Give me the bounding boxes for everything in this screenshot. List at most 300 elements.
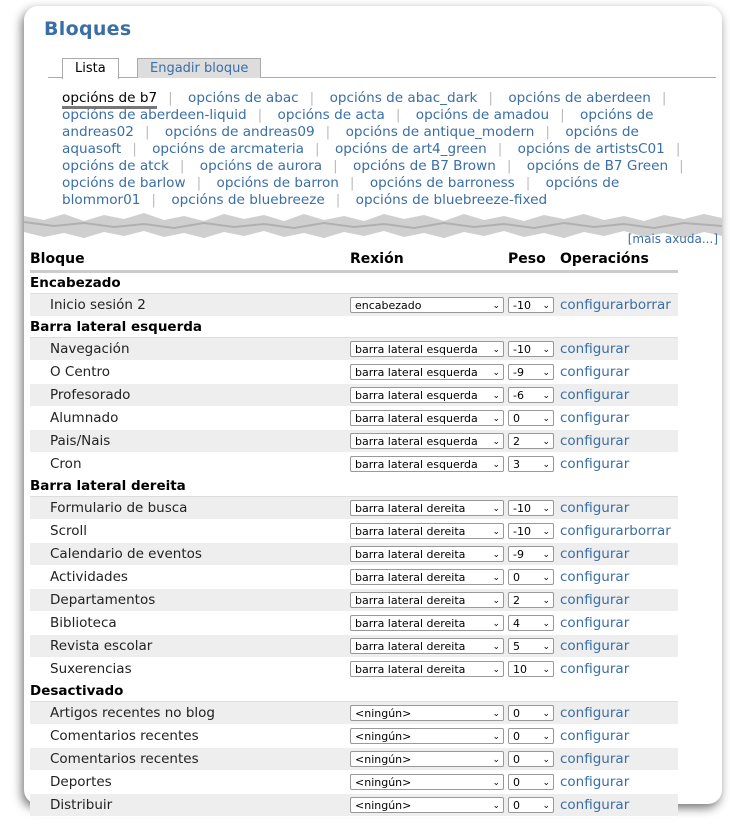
chevron-down-icon: ⌄ bbox=[542, 301, 550, 311]
link-separator: | bbox=[151, 192, 157, 208]
operations-cell bbox=[560, 520, 678, 543]
configure-link[interactable]: configurar bbox=[560, 546, 630, 562]
weight-select-value: -10 bbox=[513, 299, 531, 312]
operations-cell bbox=[560, 453, 678, 476]
theme-link[interactable]: opcións de acta bbox=[277, 107, 385, 123]
weight-select-value: -10 bbox=[513, 525, 531, 538]
operations-cell bbox=[560, 543, 678, 566]
weight-select[interactable] bbox=[508, 569, 554, 585]
theme-link[interactable]: opcións de barron bbox=[216, 175, 339, 191]
link-separator: | bbox=[545, 124, 551, 140]
weight-select-value: -6 bbox=[513, 389, 524, 402]
link-separator: | bbox=[675, 141, 681, 157]
table-row bbox=[30, 384, 678, 407]
blocks-table-body bbox=[30, 272, 678, 817]
theme-link[interactable]: opcións de antique_modern bbox=[345, 124, 535, 140]
table-row bbox=[30, 453, 678, 476]
region-cell bbox=[350, 794, 508, 817]
theme-link[interactable]: opcións de bluebreeze bbox=[171, 192, 325, 208]
chevron-down-icon: ⌄ bbox=[492, 301, 500, 311]
weight-cell bbox=[508, 407, 560, 430]
weight-select[interactable] bbox=[508, 297, 554, 313]
configure-link[interactable]: configurar bbox=[560, 410, 630, 426]
link-separator: | bbox=[506, 158, 512, 174]
delete-link[interactable]: borrar bbox=[629, 523, 671, 539]
region-select[interactable] bbox=[350, 661, 504, 677]
chevron-down-icon: ⌄ bbox=[542, 596, 550, 606]
table-row bbox=[30, 589, 678, 612]
region-select[interactable] bbox=[350, 751, 504, 767]
region-cell bbox=[350, 635, 508, 658]
weight-select-value: 10 bbox=[513, 663, 527, 676]
region-select[interactable] bbox=[350, 433, 504, 449]
chevron-down-icon: ⌄ bbox=[542, 504, 550, 514]
tab-bar bbox=[24, 58, 722, 78]
chevron-down-icon: ⌄ bbox=[492, 755, 500, 765]
region-select-value: barra lateral dereita bbox=[355, 640, 466, 653]
weight-cell bbox=[508, 589, 560, 612]
weight-cell bbox=[508, 725, 560, 748]
theme-link[interactable]: opcións de aberdeen-liquid bbox=[62, 107, 247, 123]
block-name: Distribuir bbox=[30, 794, 350, 817]
weight-select[interactable] bbox=[508, 751, 554, 767]
region-select-value: barra lateral esquerda bbox=[355, 412, 478, 425]
chevron-down-icon: ⌄ bbox=[542, 345, 550, 355]
weight-cell bbox=[508, 748, 560, 771]
weight-select-value: 0 bbox=[513, 571, 520, 584]
configure-link[interactable]: configurar bbox=[560, 456, 630, 472]
operations-cell bbox=[560, 566, 678, 589]
chevron-down-icon: ⌄ bbox=[542, 778, 550, 788]
theme-link[interactable]: opcións de abac bbox=[188, 90, 299, 106]
region-title: Barra lateral esquerda bbox=[30, 317, 678, 338]
table-row bbox=[30, 725, 678, 748]
theme-link[interactable]: opcións de andreas02 bbox=[62, 107, 654, 140]
table-row bbox=[30, 635, 678, 658]
operations-cell bbox=[560, 407, 678, 430]
region-select-value: barra lateral esquerda bbox=[355, 366, 478, 379]
region-cell bbox=[350, 384, 508, 407]
link-separator: | bbox=[497, 141, 503, 157]
region-cell bbox=[350, 520, 508, 543]
region-select-value: barra lateral esquerda bbox=[355, 343, 478, 356]
table-row bbox=[30, 497, 678, 520]
chevron-down-icon: ⌄ bbox=[542, 709, 550, 719]
page-frame bbox=[24, 6, 722, 813]
operations-cell bbox=[560, 361, 678, 384]
chevron-down-icon: ⌄ bbox=[492, 709, 500, 719]
theme-link[interactable]: opcións de B7 Green bbox=[526, 158, 669, 174]
chevron-down-icon: ⌄ bbox=[492, 391, 500, 401]
region-select[interactable] bbox=[350, 569, 504, 585]
page-title: Bloques bbox=[44, 18, 132, 40]
weight-cell bbox=[508, 361, 560, 384]
region-select-value: <ningún> bbox=[355, 799, 412, 812]
block-name: Departamentos bbox=[30, 589, 350, 612]
block-name: Biblioteca bbox=[30, 612, 350, 635]
header-weight: Peso bbox=[508, 250, 560, 272]
chevron-down-icon: ⌄ bbox=[492, 778, 500, 788]
link-separator: | bbox=[196, 175, 202, 191]
chevron-down-icon: ⌄ bbox=[542, 437, 550, 447]
link-separator: | bbox=[661, 90, 667, 106]
region-select[interactable] bbox=[350, 456, 504, 472]
block-name: Scroll bbox=[30, 520, 350, 543]
region-select-value: barra lateral dereita bbox=[355, 571, 466, 584]
weight-select[interactable] bbox=[508, 523, 554, 539]
region-header-row bbox=[30, 681, 678, 702]
theme-link[interactable]: opcións de andreas09 bbox=[164, 124, 315, 140]
weight-select[interactable] bbox=[508, 638, 554, 654]
configure-link[interactable]: configurar bbox=[560, 433, 630, 449]
weight-select-value: 2 bbox=[513, 435, 520, 448]
weight-select[interactable] bbox=[508, 364, 554, 380]
configure-link[interactable]: configurar bbox=[560, 638, 630, 654]
weight-select-value: -9 bbox=[513, 366, 524, 379]
table-row bbox=[30, 771, 678, 794]
operations-cell bbox=[560, 294, 678, 317]
chevron-down-icon: ⌄ bbox=[542, 527, 550, 537]
weight-select[interactable] bbox=[508, 456, 554, 472]
operations-cell bbox=[560, 725, 678, 748]
region-select-value: barra lateral dereita bbox=[355, 525, 466, 538]
operations-cell bbox=[560, 338, 678, 361]
theme-link[interactable]: opcións de artistsC01 bbox=[517, 141, 665, 157]
weight-select[interactable] bbox=[508, 797, 554, 813]
weight-select-value: -9 bbox=[513, 548, 524, 561]
weight-cell bbox=[508, 658, 560, 681]
operations-cell bbox=[560, 658, 678, 681]
chevron-down-icon: ⌄ bbox=[492, 527, 500, 537]
region-select-value: barra lateral esquerda bbox=[355, 389, 478, 402]
block-name: Suxerencias bbox=[30, 658, 350, 681]
table-row bbox=[30, 430, 678, 453]
link-separator: | bbox=[349, 175, 355, 191]
region-select[interactable] bbox=[350, 523, 504, 539]
theme-link[interactable]: opcións de atck bbox=[62, 158, 169, 174]
configure-link[interactable]: configurar bbox=[560, 297, 630, 313]
region-title: Encabezado bbox=[30, 272, 678, 294]
region-select-value: barra lateral dereita bbox=[355, 548, 466, 561]
weight-select[interactable] bbox=[508, 433, 554, 449]
theme-link[interactable]: opcións de B7 Brown bbox=[353, 158, 496, 174]
weight-cell bbox=[508, 497, 560, 520]
region-title: Desactivado bbox=[30, 681, 678, 702]
block-name: Formulario de busca bbox=[30, 497, 350, 520]
operations-cell bbox=[560, 635, 678, 658]
link-separator: | bbox=[395, 107, 401, 123]
table-row bbox=[30, 338, 678, 361]
region-select[interactable] bbox=[350, 297, 504, 313]
chevron-down-icon: ⌄ bbox=[542, 460, 550, 470]
region-select[interactable] bbox=[350, 774, 504, 790]
block-name: Actividades bbox=[30, 566, 350, 589]
link-separator: | bbox=[335, 192, 341, 208]
region-cell bbox=[350, 497, 508, 520]
weight-select-value: 0 bbox=[513, 707, 520, 720]
configure-link[interactable]: configurar bbox=[560, 500, 630, 516]
help-link[interactable]: [mais axuda...] bbox=[627, 232, 718, 246]
header-operations: Operacións bbox=[560, 250, 678, 272]
link-separator: | bbox=[679, 158, 684, 174]
weight-select-value: 4 bbox=[513, 617, 520, 630]
link-separator: | bbox=[179, 158, 185, 174]
configure-link[interactable]: configurar bbox=[560, 615, 630, 631]
chevron-down-icon: ⌄ bbox=[492, 460, 500, 470]
weight-select-value: 5 bbox=[513, 640, 520, 653]
chevron-down-icon: ⌄ bbox=[492, 596, 500, 606]
weight-select[interactable] bbox=[508, 661, 554, 677]
block-name: Revista escolar bbox=[30, 635, 350, 658]
region-header-row bbox=[30, 272, 678, 294]
region-select[interactable] bbox=[350, 615, 504, 631]
operations-cell bbox=[560, 702, 678, 725]
header-region: Rexión bbox=[350, 250, 508, 272]
table-row bbox=[30, 361, 678, 384]
weight-select[interactable] bbox=[508, 705, 554, 721]
block-name: Pais/Nais bbox=[30, 430, 350, 453]
block-name: Calendario de eventos bbox=[30, 543, 350, 566]
region-select[interactable] bbox=[350, 797, 504, 813]
theme-link[interactable]: opcións de barroness bbox=[369, 175, 515, 191]
region-select-value: <ningún> bbox=[355, 730, 412, 743]
theme-link[interactable]: opcións de arcmateria bbox=[152, 141, 305, 157]
table-row bbox=[30, 407, 678, 430]
theme-link[interactable]: opcións de art4_green bbox=[334, 141, 487, 157]
configure-link[interactable]: configurar bbox=[560, 774, 630, 790]
region-select-value: barra lateral dereita bbox=[355, 663, 466, 676]
operations-cell bbox=[560, 497, 678, 520]
chevron-down-icon: ⌄ bbox=[492, 345, 500, 355]
link-separator: | bbox=[488, 90, 493, 106]
operations-cell bbox=[560, 771, 678, 794]
region-select[interactable] bbox=[350, 410, 504, 426]
theme-link[interactable]: opcións de aurora bbox=[199, 158, 323, 174]
block-name: Comentarios recentes bbox=[30, 748, 350, 771]
region-cell bbox=[350, 771, 508, 794]
chevron-down-icon: ⌄ bbox=[542, 573, 550, 583]
weight-cell bbox=[508, 771, 560, 794]
region-select-value: barra lateral dereita bbox=[355, 594, 466, 607]
table-row bbox=[30, 702, 678, 725]
table-row bbox=[30, 566, 678, 589]
region-select[interactable] bbox=[350, 546, 504, 562]
configure-link[interactable]: configurar bbox=[560, 523, 630, 539]
theme-link[interactable]: opcións de aberdeen bbox=[508, 90, 651, 106]
block-name: Cron bbox=[30, 453, 350, 476]
weight-select-value: 0 bbox=[513, 799, 520, 812]
chevron-down-icon: ⌄ bbox=[542, 755, 550, 765]
weight-select-value: 0 bbox=[513, 753, 520, 766]
region-cell bbox=[350, 453, 508, 476]
region-header-row bbox=[30, 317, 678, 338]
chevron-down-icon: ⌄ bbox=[542, 801, 550, 811]
link-separator: | bbox=[257, 107, 263, 123]
block-name: Navegación bbox=[30, 338, 350, 361]
link-separator: | bbox=[309, 90, 315, 106]
table-row bbox=[30, 543, 678, 566]
configure-link[interactable]: configurar bbox=[560, 592, 630, 608]
configure-link[interactable]: configurar bbox=[560, 705, 630, 721]
operations-cell bbox=[560, 430, 678, 453]
operations-cell bbox=[560, 589, 678, 612]
table-header-row bbox=[30, 250, 678, 272]
region-select-value: <ningún> bbox=[355, 753, 412, 766]
configure-link[interactable]: configurar bbox=[560, 569, 630, 585]
link-separator: | bbox=[132, 141, 137, 157]
configure-link[interactable]: configurar bbox=[560, 364, 630, 380]
weight-select-value: 2 bbox=[513, 594, 520, 607]
region-select[interactable] bbox=[350, 592, 504, 608]
block-name: O Centro bbox=[30, 361, 350, 384]
theme-link[interactable]: opcións de abac_dark bbox=[329, 90, 478, 106]
block-name: Artigos recentes no blog bbox=[30, 702, 350, 725]
weight-cell bbox=[508, 794, 560, 817]
region-cell bbox=[350, 338, 508, 361]
region-select-value: barra lateral esquerda bbox=[355, 435, 478, 448]
region-cell bbox=[350, 407, 508, 430]
block-name: Profesorado bbox=[30, 384, 350, 407]
weight-select[interactable] bbox=[508, 500, 554, 516]
chevron-down-icon: ⌄ bbox=[492, 642, 500, 652]
configure-link[interactable]: configurar bbox=[560, 797, 630, 813]
weight-cell bbox=[508, 430, 560, 453]
weight-cell bbox=[508, 520, 560, 543]
table-row bbox=[30, 520, 678, 543]
region-title: Barra lateral dereita bbox=[30, 476, 678, 497]
chevron-down-icon: ⌄ bbox=[492, 732, 500, 742]
chevron-down-icon: ⌄ bbox=[492, 414, 500, 424]
chevron-down-icon: ⌄ bbox=[492, 504, 500, 514]
header-block: Bloque bbox=[30, 250, 350, 272]
chevron-down-icon: ⌄ bbox=[542, 414, 550, 424]
weight-cell bbox=[508, 702, 560, 725]
chevron-down-icon: ⌄ bbox=[492, 573, 500, 583]
region-header-row bbox=[30, 476, 678, 497]
torn-edge-divider bbox=[24, 206, 722, 242]
configure-link[interactable]: configurar bbox=[560, 751, 630, 767]
table-row bbox=[30, 748, 678, 771]
link-separator: | bbox=[315, 141, 320, 157]
table-row bbox=[30, 294, 678, 317]
chevron-down-icon: ⌄ bbox=[492, 619, 500, 629]
link-separator: | bbox=[525, 175, 531, 191]
configure-link[interactable]: configurar bbox=[560, 661, 630, 677]
weight-cell bbox=[508, 294, 560, 317]
block-name: Deportes bbox=[30, 771, 350, 794]
region-select-value: barra lateral esquerda bbox=[355, 458, 478, 471]
theme-link[interactable]: opcións de bluebreeze-fixed bbox=[355, 192, 548, 208]
chevron-down-icon: ⌄ bbox=[492, 665, 500, 675]
weight-cell bbox=[508, 453, 560, 476]
link-separator: | bbox=[325, 124, 331, 140]
chevron-down-icon: ⌄ bbox=[492, 368, 500, 378]
operations-cell bbox=[560, 612, 678, 635]
chevron-down-icon: ⌄ bbox=[542, 391, 550, 401]
weight-cell bbox=[508, 384, 560, 407]
region-cell bbox=[350, 430, 508, 453]
region-cell bbox=[350, 294, 508, 317]
weight-select[interactable] bbox=[508, 387, 554, 403]
theme-link[interactable]: opcións de blommor01 bbox=[62, 175, 620, 208]
region-select-value: <ningún> bbox=[355, 776, 412, 789]
theme-link[interactable]: opcións de aquasoft bbox=[62, 124, 639, 157]
weight-select-value: 3 bbox=[513, 458, 520, 471]
region-cell bbox=[350, 543, 508, 566]
region-select[interactable] bbox=[350, 387, 504, 403]
tab-list[interactable]: Lista bbox=[62, 58, 119, 79]
tab-add-block[interactable]: Engadir bloque bbox=[137, 58, 261, 78]
theme-link[interactable]: opcións de barlow bbox=[62, 175, 186, 191]
weight-select[interactable] bbox=[508, 341, 554, 357]
chevron-down-icon: ⌄ bbox=[542, 619, 550, 629]
configure-link[interactable]: configurar bbox=[560, 387, 630, 403]
weight-select[interactable] bbox=[508, 615, 554, 631]
region-cell bbox=[350, 658, 508, 681]
weight-select-value: 0 bbox=[513, 730, 520, 743]
chevron-down-icon: ⌄ bbox=[542, 732, 550, 742]
link-separator: | bbox=[560, 107, 565, 123]
region-select[interactable] bbox=[350, 728, 504, 744]
link-separator: | bbox=[168, 90, 173, 106]
weight-cell bbox=[508, 635, 560, 658]
configure-link[interactable]: configurar bbox=[560, 728, 630, 744]
chevron-down-icon: ⌄ bbox=[492, 437, 500, 447]
weight-cell bbox=[508, 338, 560, 361]
operations-cell bbox=[560, 748, 678, 771]
weight-cell bbox=[508, 566, 560, 589]
configure-link[interactable]: configurar bbox=[560, 341, 630, 357]
table-row bbox=[30, 794, 678, 817]
chevron-down-icon: ⌄ bbox=[542, 368, 550, 378]
region-select-value: barra lateral dereita bbox=[355, 502, 466, 515]
block-name: Inicio sesión 2 bbox=[30, 294, 350, 317]
theme-links bbox=[62, 90, 702, 209]
delete-link[interactable]: borrar bbox=[629, 297, 671, 313]
region-cell bbox=[350, 725, 508, 748]
block-name: Alumnado bbox=[30, 407, 350, 430]
region-select[interactable] bbox=[350, 500, 504, 516]
region-select[interactable] bbox=[350, 364, 504, 380]
region-select[interactable] bbox=[350, 638, 504, 654]
region-select-value: <ningún> bbox=[355, 707, 412, 720]
region-cell bbox=[350, 748, 508, 771]
region-cell bbox=[350, 612, 508, 635]
block-name: Comentarios recentes bbox=[30, 725, 350, 748]
weight-cell bbox=[508, 543, 560, 566]
weight-cell bbox=[508, 612, 560, 635]
weight-select[interactable] bbox=[508, 774, 554, 790]
region-select-value: encabezado bbox=[355, 299, 422, 312]
blocks-table bbox=[30, 250, 678, 817]
theme-link[interactable]: opcións de amadou bbox=[415, 107, 550, 123]
region-select[interactable] bbox=[350, 705, 504, 721]
weight-select[interactable] bbox=[508, 728, 554, 744]
chevron-down-icon: ⌄ bbox=[492, 550, 500, 560]
chevron-down-icon: ⌄ bbox=[542, 642, 550, 652]
region-cell bbox=[350, 361, 508, 384]
weight-select[interactable] bbox=[508, 592, 554, 608]
region-select-value: barra lateral dereita bbox=[355, 617, 466, 630]
help-link-label[interactable]: mais axuda... bbox=[632, 232, 714, 246]
link-separator: | bbox=[333, 158, 338, 174]
chevron-down-icon: ⌄ bbox=[542, 550, 550, 560]
weight-select[interactable] bbox=[508, 546, 554, 562]
weight-select[interactable] bbox=[508, 410, 554, 426]
region-select[interactable] bbox=[350, 341, 504, 357]
theme-link[interactable]: opcións de b7 bbox=[62, 90, 157, 109]
region-cell bbox=[350, 589, 508, 612]
